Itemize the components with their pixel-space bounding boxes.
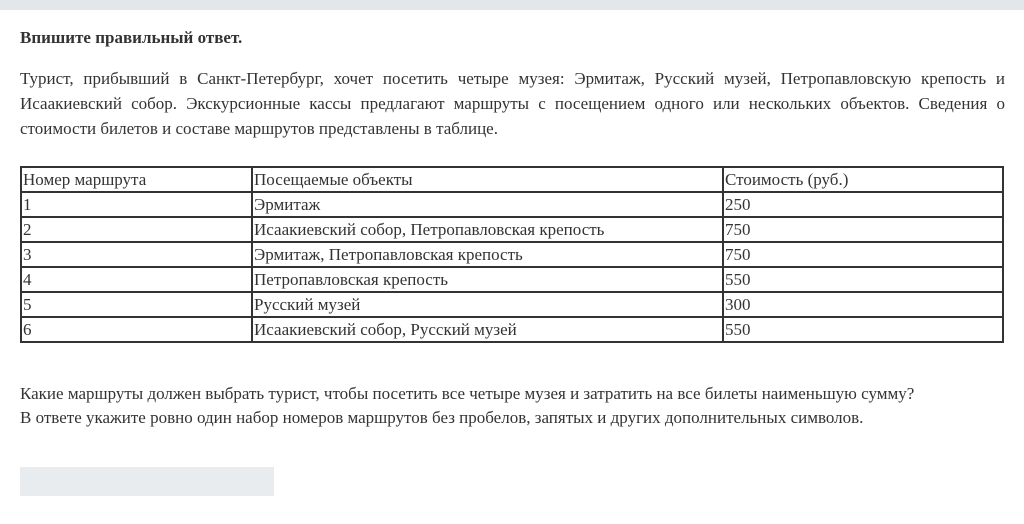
route-number-cell: 2: [21, 217, 252, 242]
table-row: [21, 242, 1003, 267]
cost-cell: 250: [723, 192, 1003, 217]
header-objects: Посещаемые объекты: [252, 167, 723, 192]
task-title: Впишите правильный ответ.: [20, 28, 243, 47]
route-number-cell: 3: [21, 242, 252, 267]
question-line-1: Какие маршруты должен выбрать турист, чтобы посетить все четыре музея и затратить на все билеты наименьшую сумму?: [20, 384, 915, 403]
cost-cell: 550: [723, 317, 1003, 342]
table-row: [21, 317, 1003, 342]
question: [20, 382, 914, 430]
cost-cell: 750: [723, 217, 1003, 242]
table-header-row: [21, 167, 1003, 192]
top-bar: [0, 0, 1024, 10]
objects-cell: Эрмитаж, Петропавловская крепость: [252, 242, 723, 267]
table-row: [21, 267, 1003, 292]
table-row: [21, 192, 1003, 217]
answer-input[interactable]: [20, 467, 274, 496]
header-cost: Стоимость (руб.): [723, 167, 1003, 192]
objects-cell: Петропавловская крепость: [252, 267, 723, 292]
route-number-cell: 4: [21, 267, 252, 292]
cost-cell: 300: [723, 292, 1003, 317]
objects-cell: Русский музей: [252, 292, 723, 317]
objects-cell: Эрмитаж: [252, 192, 723, 217]
route-number-cell: 6: [21, 317, 252, 342]
task-intro: Турист, прибывший в Санкт-Петербург, хочет посетить четыре музея: Эрмитаж, Русский музей, Петропавловскую крепость и Исаакиевский собор. Экскурсионные кассы предлагают маршруты с посещением одного или нескольких объектов. Сведения о стоимости билетов и составе маршрутов представлены в таблице.: [20, 69, 1005, 138]
table-row: [21, 217, 1003, 242]
route-number-cell: 1: [21, 192, 252, 217]
routes-table: [20, 166, 1004, 343]
route-number-cell: 5: [21, 292, 252, 317]
table-row: [21, 292, 1003, 317]
objects-cell: Исаакиевский собор, Петропавловская крепость: [252, 217, 723, 242]
question-line-2: В ответе укажите ровно один набор номеров маршрутов без пробелов, запятых и других дополнительных символов.: [20, 408, 864, 427]
objects-cell: Исаакиевский собор, Русский музей: [252, 317, 723, 342]
header-route-number: Номер маршрута: [21, 167, 252, 192]
cost-cell: 750: [723, 242, 1003, 267]
cost-cell: 550: [723, 267, 1003, 292]
